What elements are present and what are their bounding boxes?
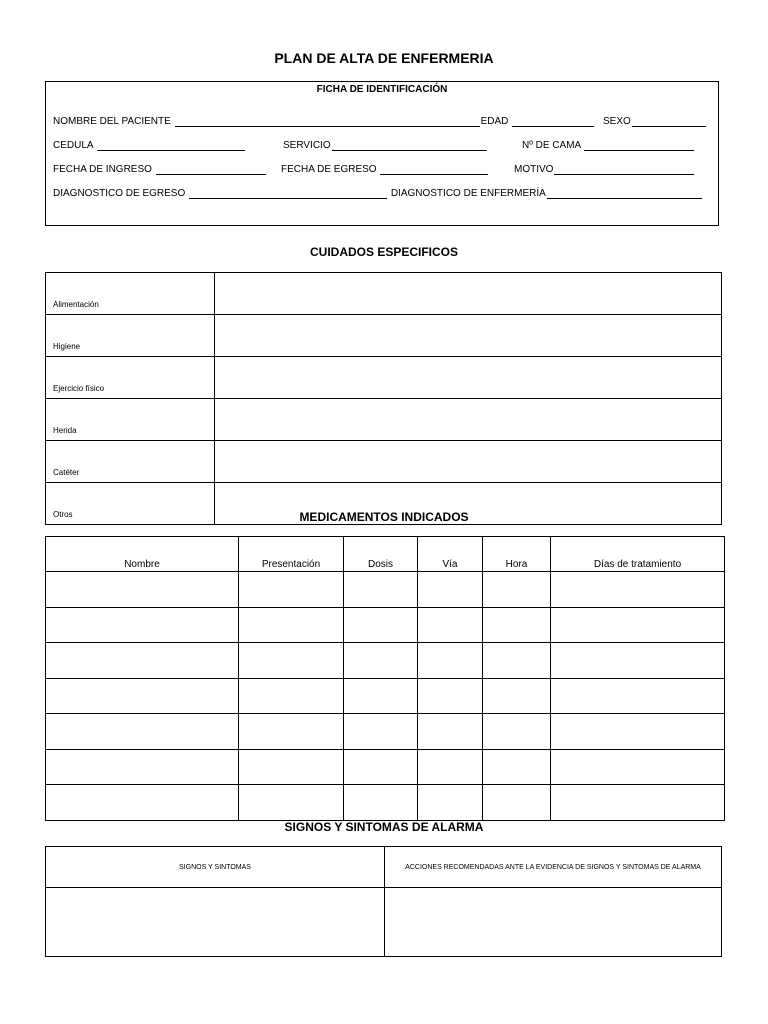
age-label: EDAD: [480, 116, 509, 127]
care-label-wound: Herida: [46, 399, 215, 441]
age-field[interactable]: [512, 117, 594, 127]
column-header-route: Vía: [418, 537, 483, 572]
identification-row-2: [53, 140, 713, 154]
table-cell[interactable]: [551, 572, 725, 608]
table-row: [46, 357, 722, 399]
table-row: [46, 273, 722, 315]
column-header-presentation: Presentación: [239, 537, 344, 572]
table-cell[interactable]: [551, 714, 725, 750]
care-field-catheter[interactable]: [215, 441, 722, 483]
table-cell[interactable]: [46, 714, 239, 750]
page-title: PLAN DE ALTA DE ENFERMERIA: [274, 50, 494, 66]
table-cell[interactable]: [46, 749, 239, 785]
table-cell[interactable]: [239, 678, 344, 714]
discharge-date-field[interactable]: [380, 165, 488, 175]
table-cell[interactable]: [344, 572, 418, 608]
identification-heading: FICHA DE IDENTIFICACIÓN: [316, 84, 448, 95]
table-cell[interactable]: [239, 607, 344, 643]
bed-number-label: Nº DE CAMA: [522, 140, 581, 151]
identification-row-3: [53, 164, 713, 178]
cedula-field[interactable]: [97, 141, 245, 151]
sex-label: SEXO: [603, 116, 631, 127]
table-cell[interactable]: [483, 749, 551, 785]
table-cell[interactable]: [551, 749, 725, 785]
nursing-diagnosis-field[interactable]: [547, 189, 702, 199]
discharge-diagnosis-label: DIAGNOSTICO DE EGRESO: [53, 188, 186, 199]
table-cell[interactable]: [46, 607, 239, 643]
service-field[interactable]: [332, 141, 487, 151]
care-label-catheter: Catéter: [46, 441, 215, 483]
care-label-other: Otros: [46, 483, 215, 525]
table-cell[interactable]: [46, 643, 239, 679]
table-cell[interactable]: [483, 607, 551, 643]
care-label-hygiene: Higiene: [46, 315, 215, 357]
table-cell[interactable]: [239, 749, 344, 785]
table-row: [46, 441, 722, 483]
table-cell[interactable]: [46, 785, 239, 821]
care-label-feeding: Alimentación: [46, 273, 215, 315]
table-cell[interactable]: [344, 678, 418, 714]
column-header-signs: SIGNOS Y SINTOMAS: [46, 847, 385, 888]
reason-field[interactable]: [554, 165, 694, 175]
patient-name-field[interactable]: [175, 117, 480, 127]
table-row: [46, 714, 725, 750]
table-cell[interactable]: [418, 785, 483, 821]
identification-row-4: [53, 188, 713, 202]
table-cell[interactable]: [239, 572, 344, 608]
table-cell[interactable]: [483, 643, 551, 679]
medications-heading: MEDICAMENTOS INDICADOS: [299, 510, 469, 524]
signs-field[interactable]: [46, 888, 385, 957]
table-row: [46, 678, 725, 714]
nursing-diagnosis-label: DIAGNOSTICO DE ENFERMERÍA: [390, 188, 546, 199]
column-header-dose: Dosis: [344, 537, 418, 572]
table-cell[interactable]: [551, 678, 725, 714]
column-header-time: Hora: [483, 537, 551, 572]
bed-number-field[interactable]: [584, 141, 694, 151]
actions-field[interactable]: [385, 888, 722, 957]
table-row: [46, 643, 725, 679]
table-cell[interactable]: [418, 607, 483, 643]
care-heading: CUIDADOS ESPECIFICOS: [309, 245, 459, 259]
table-row: [46, 572, 725, 608]
discharge-date-label: FECHA DE EGRESO: [281, 164, 377, 175]
table-cell[interactable]: [46, 572, 239, 608]
alarm-signs-table: [45, 846, 722, 957]
table-cell[interactable]: [551, 785, 725, 821]
table-cell[interactable]: [239, 643, 344, 679]
care-label-exercise: Ejercicio físico: [46, 357, 215, 399]
table-cell[interactable]: [344, 749, 418, 785]
patient-name-label: NOMBRE DEL PACIENTE: [53, 116, 171, 127]
table-cell[interactable]: [418, 749, 483, 785]
admission-date-field[interactable]: [156, 165, 266, 175]
table-cell[interactable]: [239, 714, 344, 750]
table-cell[interactable]: [46, 678, 239, 714]
table-cell[interactable]: [344, 643, 418, 679]
identification-row-1: [53, 116, 713, 130]
care-table: [45, 272, 722, 525]
table-cell[interactable]: [551, 607, 725, 643]
discharge-diagnosis-field[interactable]: [189, 189, 387, 199]
table-cell[interactable]: [418, 572, 483, 608]
table-cell[interactable]: [418, 714, 483, 750]
column-header-actions: ACCIONES RECOMENDADAS ANTE LA EVIDENCIA DE SIGNOS Y SINTOMAS DE ALARMA: [385, 847, 722, 888]
table-cell[interactable]: [551, 643, 725, 679]
column-header-treatment-days: Días de tratamiento: [551, 537, 725, 572]
cedula-label: CEDULA: [53, 140, 94, 151]
table-row: [46, 785, 725, 821]
table-cell[interactable]: [483, 785, 551, 821]
table-cell[interactable]: [483, 714, 551, 750]
table-cell[interactable]: [418, 678, 483, 714]
table-cell[interactable]: [239, 785, 344, 821]
table-cell[interactable]: [344, 785, 418, 821]
table-row: [46, 749, 725, 785]
table-row: [46, 607, 725, 643]
table-cell[interactable]: [483, 572, 551, 608]
care-field-hygiene[interactable]: [215, 315, 722, 357]
table-cell[interactable]: [344, 607, 418, 643]
care-field-wound[interactable]: [215, 399, 722, 441]
table-row: [46, 399, 722, 441]
table-cell[interactable]: [418, 643, 483, 679]
table-row: [46, 315, 722, 357]
table-header-row: [46, 537, 725, 572]
care-field-feeding[interactable]: [215, 273, 722, 315]
identification-card: [45, 81, 719, 226]
table-cell[interactable]: [483, 678, 551, 714]
reason-label: MOTIVO: [514, 164, 554, 175]
service-label: SERVICIO: [283, 140, 331, 151]
alarm-signs-heading: SIGNOS Y SINTOMAS DE ALARMA: [284, 820, 484, 834]
table-row: [46, 888, 722, 957]
admission-date-label: FECHA DE INGRESO: [53, 164, 152, 175]
column-header-name: Nombre: [46, 537, 239, 572]
table-header-row: [46, 847, 722, 888]
sex-field[interactable]: [632, 117, 706, 127]
care-field-exercise[interactable]: [215, 357, 722, 399]
table-cell[interactable]: [344, 714, 418, 750]
medications-table: [45, 536, 725, 821]
